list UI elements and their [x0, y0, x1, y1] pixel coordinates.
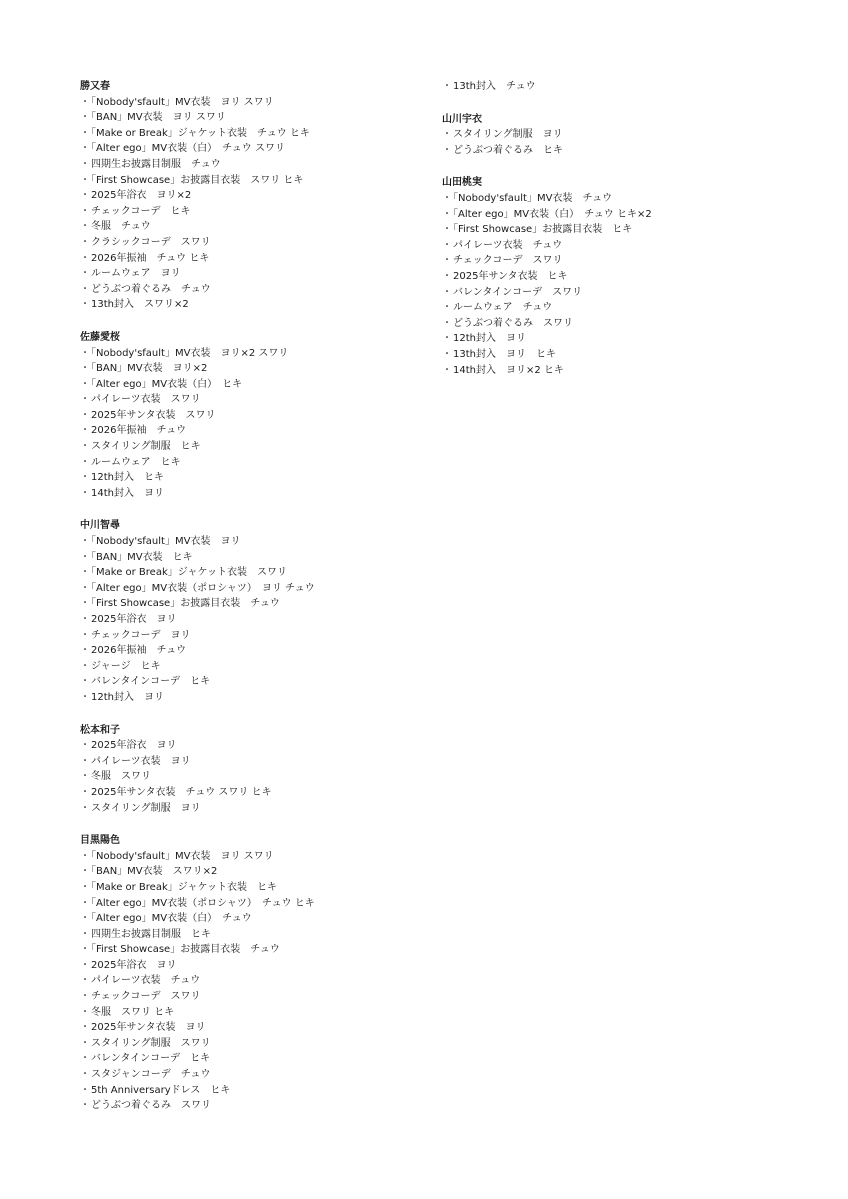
left-column — [80, 79, 430, 1131]
member-name: 目黒陽色 — [80, 835, 120, 847]
list-item: ・ 「Make or Break」ジャケット衣装 チュウ ヒキ — [80, 126, 430, 142]
list-item: ・ 「BAN」MV衣装 ヨリ スワリ — [80, 110, 430, 126]
list-item: ・ 「First Showcase」お披露目衣装 チュウ — [80, 942, 430, 958]
list-item: ・ 「Alter ego」MV衣装（白） チュウ — [80, 911, 430, 927]
member-name: 中川智尋 — [80, 520, 120, 532]
list-item: ・ 12th封入 ヒキ — [80, 470, 430, 486]
list-item: ・ 13th封入 スワリ×2 — [80, 297, 430, 313]
list-item: ・ 「BAN」MV衣装 ヒキ — [80, 550, 430, 566]
list-item: ・ 2025年サンタ衣装 ヨリ — [80, 1020, 430, 1036]
list-item: ・ スタイリング制服 ヨリ — [442, 127, 792, 143]
item-list — [80, 849, 430, 1114]
list-item: ・ チェックコーデ スワリ — [80, 989, 430, 1005]
list-item: ・ 「Nobody'sfault」MV衣装 チュウ — [442, 191, 792, 207]
list-item: ・ 2025年サンタ衣装 チュウ スワリ ヒキ — [80, 785, 430, 801]
item-list — [80, 534, 430, 706]
list-item: ・ 2025年サンタ衣装 スワリ — [80, 408, 430, 424]
list-item: ・ バレンタインコーデ ヒキ — [80, 674, 430, 690]
member-name: 山川宇衣 — [442, 113, 482, 125]
list-item: ・ 2026年振袖 チュウ ヒキ — [80, 251, 430, 267]
list-item: ・ 12th封入 ヨリ — [80, 690, 430, 706]
list-item: ・ 「Alter ego」MV衣装（白） ヒキ — [80, 377, 430, 393]
list-item: ・ 「Nobody'sfault」MV衣装 ヨリ — [80, 534, 430, 550]
list-item: ・ ジャージ ヒキ — [80, 659, 430, 675]
list-item: ・ 2025年浴衣 ヨリ — [80, 612, 430, 628]
list-item: ・ どうぶつ着ぐるみ スワリ — [80, 1098, 430, 1114]
list-item: ・ 2025年サンタ衣装 ヒキ — [442, 269, 792, 285]
list-item: ・ 冬服 チュウ — [80, 219, 430, 235]
member-section — [80, 330, 430, 502]
list-item: ・ 2025年浴衣 ヨリ — [80, 738, 430, 754]
list-item: ・ 冬服 スワリ — [80, 769, 430, 785]
member-section — [442, 79, 792, 95]
item-list — [442, 191, 792, 378]
list-item: ・ どうぶつ着ぐるみ ヒキ — [442, 143, 792, 159]
list-item: ・ パイレーツ衣装 チュウ — [80, 973, 430, 989]
list-item: ・ 四期生お披露目制服 ヒキ — [80, 927, 430, 943]
list-item: ・ スタジャンコーデ チュウ — [80, 1067, 430, 1083]
item-list — [442, 127, 792, 158]
member-section — [442, 112, 792, 159]
item-list — [80, 346, 430, 502]
list-item: ・ 2025年浴衣 ヨリ — [80, 958, 430, 974]
list-item: ・ スタイリング制服 ヒキ — [80, 439, 430, 455]
list-item: ・ パイレーツ衣装 スワリ — [80, 392, 430, 408]
member-name: 山田桃実 — [442, 177, 482, 189]
list-item: ・ ルームウェア ヨリ — [80, 266, 430, 282]
member-section — [80, 518, 430, 705]
list-item: ・ 「Make or Break」ジャケット衣装 スワリ — [80, 565, 430, 581]
list-item: ・ 「BAN」MV衣装 ヨリ×2 — [80, 361, 430, 377]
list-item: ・ チェックコーデ ヨリ — [80, 628, 430, 644]
item-list — [442, 79, 792, 95]
member-section — [80, 723, 430, 817]
item-list — [80, 738, 430, 816]
list-item: ・ ルームウェア チュウ — [442, 300, 792, 316]
list-item: ・ 「First Showcase」お披露目衣装 チュウ — [80, 596, 430, 612]
member-section — [442, 175, 792, 378]
member-section — [80, 833, 430, 1114]
list-item: ・ どうぶつ着ぐるみ スワリ — [442, 316, 792, 332]
list-item: ・ バレンタインコーデ ヒキ — [80, 1051, 430, 1067]
right-column — [442, 79, 792, 395]
list-item: ・ チェックコーデ スワリ — [442, 253, 792, 269]
list-item: ・ 13th封入 チュウ — [442, 79, 792, 95]
list-item: ・ 2026年振袖 チュウ — [80, 643, 430, 659]
list-item: ・ クラシックコーデ スワリ — [80, 235, 430, 251]
list-item: ・ 「Alter ego」MV衣装（ポロシャツ） ヨリ チュウ — [80, 581, 430, 597]
list-item: ・ どうぶつ着ぐるみ チュウ — [80, 282, 430, 298]
list-item: ・ 「BAN」MV衣装 スワリ×2 — [80, 864, 430, 880]
list-item: ・ 「Make or Break」ジャケット衣装 ヒキ — [80, 880, 430, 896]
list-item: ・ 「Nobody'sfault」MV衣装 ヨリ×2 スワリ — [80, 346, 430, 362]
list-item: ・ 「Alter ego」MV衣装（白） チュウ ヒキ×2 — [442, 207, 792, 223]
list-item: ・ 13th封入 ヨリ ヒキ — [442, 347, 792, 363]
item-list — [80, 95, 430, 313]
member-name: 勝又春 — [80, 81, 110, 92]
list-item: ・ 「First Showcase」お披露目衣装 スワリ ヒキ — [80, 173, 430, 189]
list-item: ・ パイレーツ衣装 チュウ — [442, 238, 792, 254]
member-name: 佐藤愛桜 — [80, 331, 120, 343]
list-item: ・ スタイリング制服 ヨリ — [80, 801, 430, 817]
list-item: ・ パイレーツ衣装 ヨリ — [80, 754, 430, 770]
member-section — [80, 79, 430, 313]
list-item: ・ 「Nobody'sfault」MV衣装 ヨリ スワリ — [80, 95, 430, 111]
list-item: ・ 12th封入 ヨリ — [442, 331, 792, 347]
member-name: 松本和子 — [80, 724, 120, 736]
list-item: ・ 「Alter ego」MV衣装（白） チュウ スワリ — [80, 141, 430, 157]
list-item: ・ 「Alter ego」MV衣装（ポロシャツ） チュウ ヒキ — [80, 896, 430, 912]
list-item: ・ 14th封入 ヨリ — [80, 486, 430, 502]
list-item: ・ 四期生お披露目制服 チュウ — [80, 157, 430, 173]
list-item: ・ 冬服 スワリ ヒキ — [80, 1005, 430, 1021]
list-item: ・ スタイリング制服 スワリ — [80, 1036, 430, 1052]
list-item: ・ 2026年振袖 チュウ — [80, 423, 430, 439]
list-item: ・ バレンタインコーデ スワリ — [442, 285, 792, 301]
list-item: ・ 2025年浴衣 ヨリ×2 — [80, 188, 430, 204]
list-item: ・ チェックコーデ ヒキ — [80, 204, 430, 220]
list-item: ・ 5th Anniversaryドレス ヒキ — [80, 1083, 430, 1099]
list-item: ・ 「Nobody'sfault」MV衣装 ヨリ スワリ — [80, 849, 430, 865]
list-item: ・ 14th封入 ヨリ×2 ヒキ — [442, 363, 792, 379]
list-item: ・ 「First Showcase」お披露目衣装 ヒキ — [442, 222, 792, 238]
list-item: ・ ルームウェア ヒキ — [80, 455, 430, 471]
